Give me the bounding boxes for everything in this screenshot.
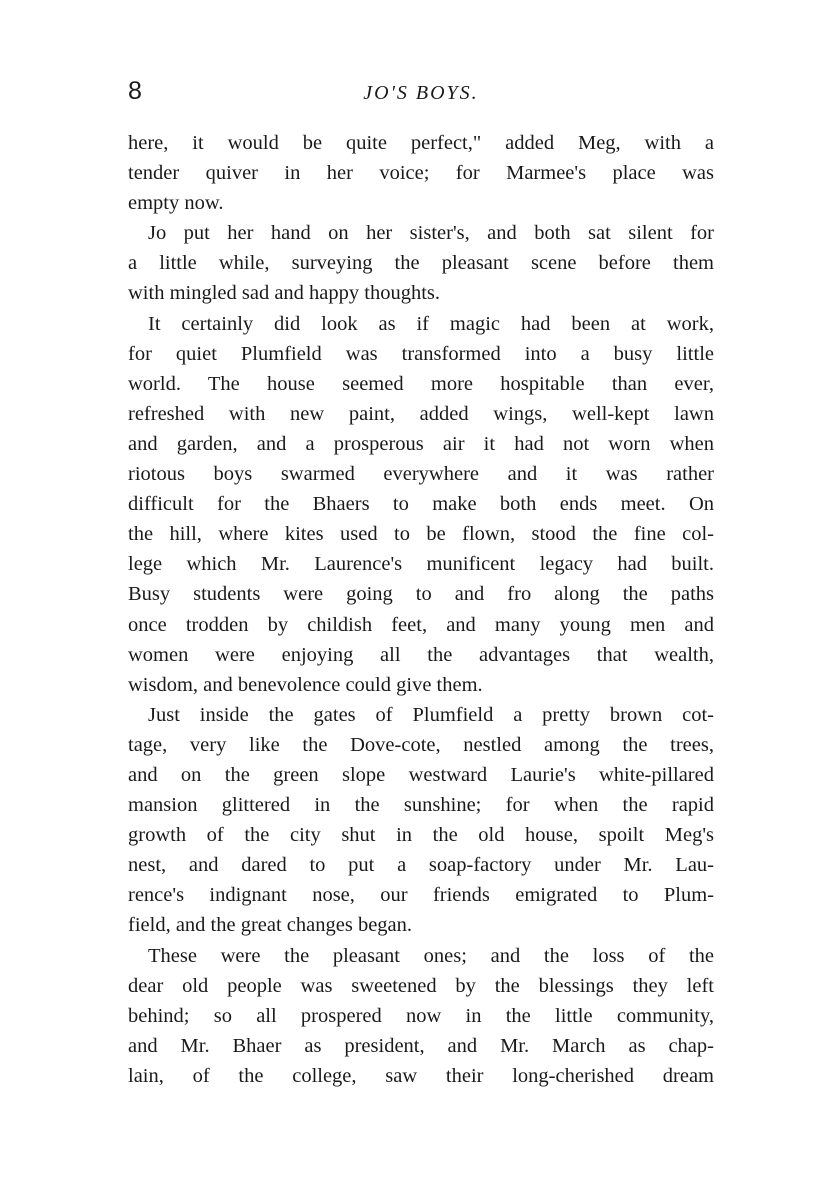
text-line: growth of the city shut in the old house, spoilt Meg's bbox=[128, 824, 714, 847]
page-number: 8 bbox=[128, 77, 142, 105]
text-line: world. The house seemed more hospitable than ever, bbox=[128, 372, 714, 395]
text-line: tage, very like the Dove-cote, nestled among the trees, bbox=[128, 733, 714, 756]
body-text bbox=[128, 128, 714, 1091]
text-line: for quiet Plumfield was transformed into a busy little bbox=[128, 342, 714, 365]
text-line: tender quiver in her voice; for Marmee's place was bbox=[128, 162, 714, 185]
text-line: a little while, surveying the pleasant scene before them bbox=[128, 252, 714, 275]
text-line: women were enjoying all the advantages that wealth, bbox=[128, 643, 714, 666]
text-line: Jo put her hand on her sister's, and both sat silent for bbox=[148, 222, 714, 245]
text-line: the hill, where kites used to be flown, stood the fine col- bbox=[128, 523, 714, 546]
text-line: refreshed with new paint, added wings, well-kept lawn bbox=[128, 402, 714, 425]
page-header bbox=[128, 76, 714, 112]
text-line: and Mr. Bhaer as president, and Mr. March as chap- bbox=[128, 1034, 714, 1057]
text-line: once trodden by childish feet, and many young men and bbox=[128, 613, 714, 636]
text-line: difficult for the Bhaers to make both ends meet. On bbox=[128, 493, 714, 516]
text-line: nest, and dared to put a soap-factory under Mr. Lau- bbox=[128, 854, 714, 877]
text-line: empty now. bbox=[128, 192, 224, 215]
text-line: here, it would be quite perfect," added Meg, with a bbox=[128, 132, 714, 154]
text-line: wisdom, and benevolence could give them. bbox=[128, 673, 483, 696]
running-title: JO'S BOYS. bbox=[363, 82, 479, 104]
text-line: and garden, and a prosperous air it had not worn when bbox=[128, 432, 714, 455]
text-line: dear old people was sweetened by the blessings they left bbox=[128, 974, 714, 997]
text-line: Busy students were going to and fro along the paths bbox=[128, 583, 714, 606]
text-line: It certainly did look as if magic had been at work, bbox=[148, 312, 714, 335]
text-line: These were the pleasant ones; and the loss of the bbox=[148, 944, 714, 967]
text-line: mansion glittered in the sunshine; for when the rapid bbox=[128, 794, 714, 817]
text-line: field, and the great changes began. bbox=[128, 914, 413, 937]
text-line: with mingled sad and happy thoughts. bbox=[128, 282, 441, 305]
text-line: and on the green slope westward Laurie's white-pillared bbox=[128, 763, 714, 786]
text-line: behind; so all prospered now in the little community, bbox=[128, 1004, 714, 1027]
text-line: Just inside the gates of Plumfield a pretty brown cot- bbox=[148, 703, 714, 726]
text-line: rence's indignant nose, our friends emigrated to Plum- bbox=[128, 884, 714, 907]
text-line: lain, of the college, saw their long-cherished dream bbox=[128, 1064, 714, 1087]
text-line: lege which Mr. Laurence's munificent legacy had built. bbox=[128, 553, 714, 576]
text-line: riotous boys swarmed everywhere and it was rather bbox=[128, 463, 714, 486]
